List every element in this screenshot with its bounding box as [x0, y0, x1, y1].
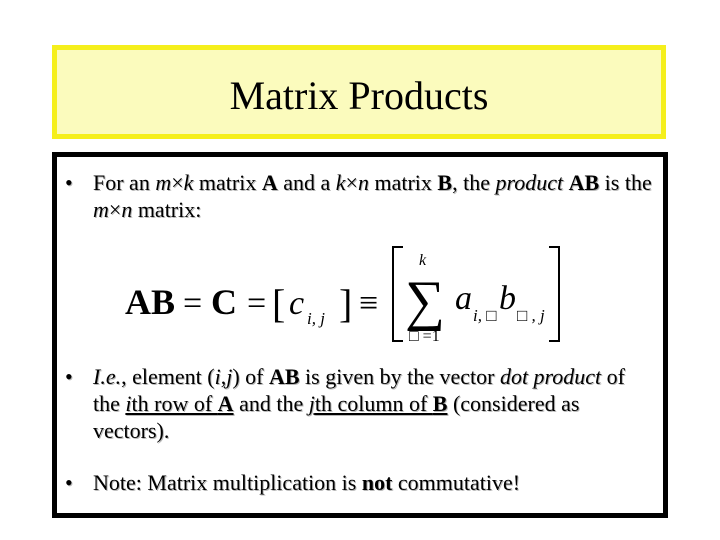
bullet-mark: •: [65, 170, 73, 195]
var-k: k: [183, 170, 194, 195]
formula-equals: =: [247, 285, 267, 322]
formula-c: c: [289, 285, 305, 322]
var-n: n: [357, 170, 369, 195]
term-dot-product: dot product: [499, 364, 602, 389]
text: ,: [220, 364, 227, 389]
var-k: k: [335, 170, 346, 195]
text: , element (: [121, 364, 215, 389]
times-sign: ×: [345, 170, 358, 195]
text: For an: [93, 170, 156, 195]
term-product: product: [495, 170, 564, 195]
formula-svg: [117, 239, 577, 349]
text: of the: [93, 364, 625, 416]
sum-upper-limit: k: [419, 252, 427, 269]
text: th column of: [314, 391, 433, 416]
text: is given by the vector: [299, 364, 500, 389]
var-j: j: [308, 391, 315, 416]
matrix-B: B: [432, 391, 448, 416]
formula-right-bracket: ]: [339, 281, 353, 326]
text: (considered as vectors).: [93, 391, 580, 443]
title-box: [52, 45, 666, 139]
formula-a-subscript: i, □: [473, 306, 497, 325]
sum-lower-limit: □ =1: [409, 328, 440, 345]
big-right-bracket: [549, 247, 559, 341]
slide-title: Matrix Products: [229, 73, 489, 118]
times-sign: ×: [108, 197, 122, 222]
var-n: n: [121, 197, 133, 222]
text: commutative!: [392, 470, 521, 495]
var-j: j: [226, 364, 233, 389]
abbr-ie: I.e.: [93, 364, 122, 389]
bullet-mark: •: [65, 364, 73, 389]
jth-column-of-B: [309, 391, 448, 416]
var-m: m: [93, 197, 109, 222]
matrix-AB: AB: [268, 364, 300, 389]
bullet-1-text: [93, 169, 653, 223]
text: ) of: [232, 364, 269, 389]
times-sign: ×: [171, 170, 184, 195]
bullet-mark: •: [65, 470, 73, 495]
matrix-A: A: [217, 391, 234, 416]
text: Note: Matrix multiplication is: [93, 470, 362, 495]
text: th row of: [131, 391, 218, 416]
text: matrix:: [132, 197, 202, 222]
text: and a: [277, 170, 336, 195]
formula-c-subscript: i, j: [307, 309, 325, 328]
var-m: m: [155, 170, 172, 195]
text: matrix: [193, 170, 262, 195]
matrix-AB: AB: [568, 170, 600, 195]
matrix-A: A: [261, 170, 278, 195]
matrix-product-formula: [117, 239, 577, 349]
big-left-bracket: [393, 247, 403, 341]
ith-row-of-A: [125, 391, 233, 416]
formula-C: C: [211, 282, 237, 322]
bullet-2: [65, 363, 653, 444]
emphasis-not: not: [361, 470, 393, 495]
var-i: i: [125, 391, 132, 416]
content-box: [52, 152, 668, 518]
formula-AB: AB: [125, 282, 176, 322]
formula-b-subscript: □ , j: [517, 306, 545, 325]
text: and the: [233, 391, 309, 416]
formula-equals: =: [183, 285, 203, 322]
text: matrix: [368, 170, 438, 195]
text: is the: [599, 170, 652, 195]
formula-left-bracket: [: [272, 281, 286, 326]
bullet-3: [65, 469, 653, 496]
bullet-3-text: [93, 469, 653, 496]
sigma-symbol: ∑: [405, 270, 445, 332]
text: , the: [452, 170, 496, 195]
formula-b: b: [499, 280, 516, 317]
bullet-1: [65, 169, 653, 223]
formula-equiv: ≡: [359, 285, 379, 322]
bullet-2-text: [93, 363, 653, 444]
var-i: i: [214, 364, 221, 389]
formula-a: a: [455, 280, 472, 317]
matrix-B: B: [437, 170, 453, 195]
